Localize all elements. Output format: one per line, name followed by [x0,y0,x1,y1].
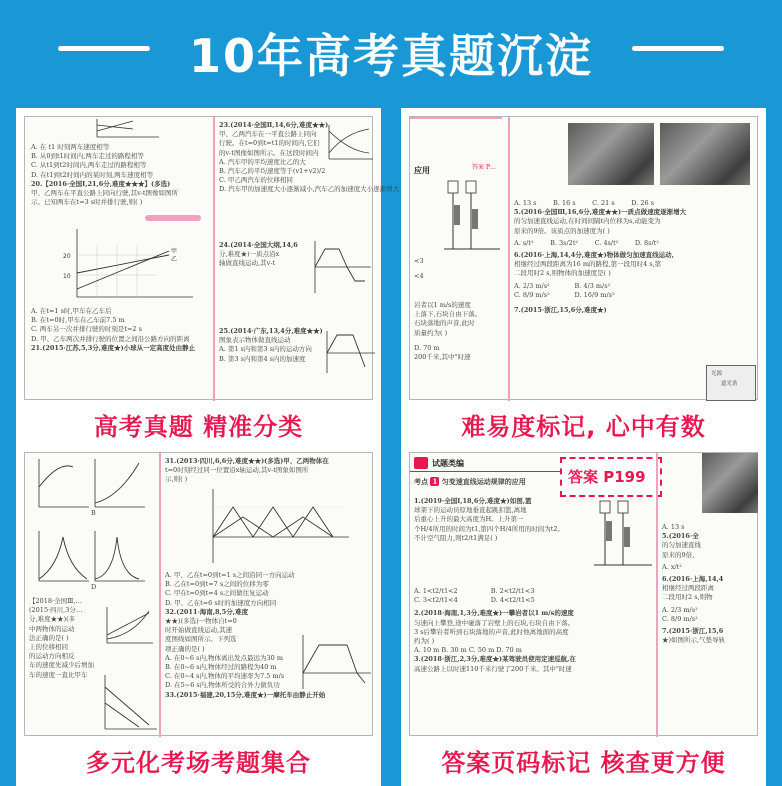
panel-2-page [409,116,758,400]
text-line: C. 两车另一次并排行驶的时刻是t=2 s [31,325,142,334]
text-line: 度图线如图所示。下列选 [165,635,237,644]
text-line: 示。已知两车在t=3 s时并排行驶,则( ) [31,198,143,207]
text-line: 约为( ) [414,637,435,646]
text-line: 上落下,石块自由下落。 [414,310,482,319]
panel-3-graph-trapezoid [295,633,373,691]
text-line: 32.(2011·海南,8,5分,难度 [165,607,249,616]
text-line: 1.(2019·全国Ⅰ,18,6分,难度★)如图,篮 [414,497,532,505]
panel-2-answer-tag: 答案 P… [472,164,496,171]
panel-3-label-d: D [91,583,97,591]
panel-1-graph-top [93,117,163,139]
panel-1-marker [145,215,201,221]
option: D. 4<t2/t1<5 [490,596,535,605]
panel-2-photo [568,123,654,185]
options-row [514,199,754,208]
option: A. s/t² [514,238,534,247]
text-line: 6.(2016·上海,14,4分,难度★)物体做匀加速直线运动, [514,251,674,260]
panel-3-graphs-left [29,457,149,597]
options-row [514,282,754,291]
text-line: 匀速向上攀登,途中碰落了岩壁上的石块,石块自由下落。 [414,618,575,627]
text-line: 6.(2016·上海,14,4 [662,575,724,584]
panel-4-kaodian [414,477,526,486]
option: D. 8s/t² [634,238,659,247]
panel-2 [401,108,766,450]
text-line: A. 汽车甲的平均速度比乙的大 [219,157,306,166]
text-line: 原来的9倍。该质点的加速度为( ) [514,226,610,235]
text-line: B. 从0到t1时间内,两车走过的路程相等 [31,152,144,161]
panel-2-caption: 难易度标记, 心中有数 [461,413,706,441]
text-line: 车的速度先减少后增加 [29,661,94,670]
panel-2-left-text [414,301,506,362]
text-line: t=0时刻经过同一位置沿x轴运动,其v-t图象如图所 [165,466,309,475]
apparatus-label: 光源 [711,371,723,377]
text-line: 5.(2016·全 [662,532,699,541]
text-line: 20.【2016·全国Ⅰ,21,6分,难度★★★】(多选) [31,179,171,188]
svg-text:甲: 甲 [171,248,178,255]
panel-1 [16,108,400,450]
text-line: 分,难度★★)(多 [29,615,76,624]
panel-3-graph-small-2 [99,673,159,733]
options-row [514,239,754,248]
panel-4-right-text [662,523,758,645]
panel-3-caption: 多元化考场考题集合 [86,749,311,777]
panel-2-photo-2 [660,123,750,185]
panel-2-climber-figure [444,179,500,253]
option: C. 21 s [592,199,615,207]
text-line: 分,难度★)一质点沿x [219,250,280,259]
panel-2-left-frag [414,257,506,281]
text-line: 项正确的是( ) [165,644,205,653]
panel-3-text-top [165,457,365,485]
text-line: 【2018·全国Ⅲ,… [29,597,82,605]
panel-4-climber-figure [594,499,652,569]
text-line: (2015·四川,3分… [29,606,83,615]
options-row [414,587,654,596]
text-line: 后重心上升的最大高度为H。上升第一 [414,515,524,524]
text-line: 时开始做直线运动,其速 [165,626,233,635]
text-line: 车的速度一直比甲车 [29,670,88,679]
text-line: 25.(2014·广东,13,4分,难度★★) [219,327,323,335]
text-line: 原来的9倍, [662,550,695,559]
text-line: <4 [414,272,424,281]
text-line: 200千米,其中"时速 [414,353,471,362]
text-line: 23.(2014·全国Ⅱ,14,6分,难度★★) [219,121,329,129]
text-line: A. 在0~6 s内,物体离出发点最远为30 m [165,653,284,662]
options-row [514,291,754,300]
text-line: D. 70 m [414,343,440,352]
panel-2-section: 应用 [414,166,430,175]
panel-1-text-b [31,307,206,353]
panel-3 [16,444,381,786]
panel-2-top-rule [410,117,502,119]
text-line: C. 甲乙两汽车的位移相同 [219,176,293,185]
panel-1-page [24,116,400,400]
text-line: 2.(2018·海南,1,3分,难度★)一攀岩者以1 m/s的速度 [414,609,574,618]
text-line: B. 在0~6 s内,物体经过的路程为40 m [165,663,277,672]
text-line: <3 [414,257,424,265]
option: A. 13 s [514,199,537,207]
text-line: 中两物体的运动 [29,624,75,633]
text-line: D. 在5~6 s内,物体所受的合外力做负功 [165,681,280,690]
text-line: 二段用时2 s,则物 [662,593,713,602]
panel-1-graph-vt2 [321,327,377,377]
option: D. 16/9 m/s² [574,290,615,299]
title-dash-left [58,46,150,51]
text-line: 不计空气阻力,则t2/t1满足( ) [414,533,498,542]
text-line: 二段用时2 s,则物体的加速度是( ) [514,269,611,278]
option: C. 3<t2/t1<4 [414,596,458,605]
text-line: B. 汽车乙的平均速度等于(v1+v2)/2 [219,167,326,176]
panel-4-caption: 答案页码标记 核查更方便 [441,749,726,777]
text-line: 球架下的运动员原地垂直起跳扣篮,离地 [414,506,527,515]
panel-1-text-a [31,143,211,207]
title-bar [0,0,782,100]
answer-page-box: 答案 P199 [560,457,662,497]
kaodian-label: 考点 [414,477,428,486]
option: C. 8/9 m/s² [514,290,550,299]
panel-1-text-d [219,241,309,269]
panel-2-apparatus [706,365,756,401]
text-line: 上的位移相同 [29,643,68,652]
panel-3-graph-vt [203,487,353,567]
option: A. 2/3 m/s² [514,281,550,290]
text-line: 7.(2015·浙江,15,6分,难度★) [514,306,607,315]
text-line: 7.(2015·浙江,15,6 [662,627,724,636]
option: B. 4/3 m/s² [574,281,611,290]
panel-3-label-b: B [91,509,96,517]
text-line: D. 甲、乙车两次并排行驶的位置之间沿公路方向的距离 [31,334,190,343]
svg-text:20: 20 [63,253,71,260]
option: C. 4s/t² [594,238,619,247]
text-line: D. 甲、乙在t=6 s时的加速度方向相同 [165,598,277,607]
text-line: 甲、乙两车在平直公路上同向行驶,其v-t图像如图所 [31,189,179,198]
text-line: 石块落地的声音,此时 [414,319,475,328]
text-line: 高速公路上以时速110千米行驶了200千米。其中"时速 [414,664,572,673]
text-line: 21.(2015·江苏,5,3分,难度★)小球从一定高度处由静止 [31,343,196,352]
panel-1-column-rule [213,117,215,401]
text-line: 甲、乙两汽车在一平直公路上同向 [219,130,317,139]
text-line: A. 在t=1 s时,甲车在乙车后 [31,307,112,315]
panel-1-graph-right [325,123,375,163]
text-line: ★★)(多选)一物体自t=0 [165,617,237,626]
panel-4-header-label: 试题类编 [432,459,464,468]
text-line: B. 第3 s内和第4 s内的加速度 [219,354,306,363]
document-icon [414,457,428,469]
panel-4-text-2 [414,587,654,674]
text-line: B. 乙在t=0到t=7 s之间的位移为零 [165,580,269,589]
text-line: 31.(2013·四川,6,6分,难度★★)(多选)甲、乙两物体在 [165,457,329,465]
page-title: 10年高考真题沉淀 [188,29,593,83]
panel-1-caption: 高考真题 精准分类 [93,413,304,441]
panel-4-column-rule [656,453,658,737]
option: B. 3s/2t² [550,238,579,247]
text-line: 5.(2016·全国Ⅲ,16,6分,难度★★)一质点做速度逐渐增大 [514,208,687,217]
text-line: D. 在t1到t2时间内的某时刻,两车速度相等 [31,170,154,179]
text-line: C. 甲在t=0到t=4 s之间做往复运动 [165,589,269,598]
option: A. 2/3 m/s² [662,605,698,614]
text-line: A. 第1 s内和第3 s内的运动方向 [219,345,312,354]
panel-4-photo [702,453,758,513]
option: D. 26 s [631,199,655,207]
text-line: A. 甲、乙在t=0到t=1 s之间沿同一方向运动 [165,571,295,579]
text-line: C. 在0~4 s内,物体的平均速率为7.5 m/s [165,672,285,681]
text-line: B. 在t=0时,甲车在乙车前7.5 m [31,316,125,325]
text-line: 行驶。在t=0到t=t1的时间内,它们 [219,139,320,148]
svg-text:乙: 乙 [171,256,178,263]
text-line: C. 从t1到t2时间内,两车走过的路程相等 [31,161,147,170]
option: C. 8/9 m/s² [662,614,698,623]
text-line: 33.(2015·福建,20,15分,难度★)一摩托车由静止开始 [165,690,326,699]
text-line: 质量约为( ) [414,328,448,337]
panel-3-page [24,452,373,736]
text-line: 3.(2018·浙江,2,3分,难度★)某驾驶员使用定速巡航,在 [414,655,576,664]
panel-1-graph-vt [309,237,373,297]
text-line: 个H/4所用的时间为t1,第四个H/4所用的时间为t2。 [414,524,565,533]
option: A. x/t² [662,562,682,571]
panel-1-graph-main [57,225,197,305]
text-line: 岩者以1 m/s的速度 [414,301,471,309]
text-line: D. 汽车甲的加速度大小逐渐减小,汽车乙的加速度大小逐渐增大 [219,185,400,194]
text-line: 的v-t图像如图所示。在这段时间内 [219,148,319,157]
panel-1-text-e [219,327,323,364]
text-line: A. 13 s [662,523,685,531]
panel-3-column-rule [159,453,161,737]
panel-4-text [414,497,590,543]
panel-3-graph-small [103,605,155,645]
text-line: 轴做直线运动,其v-t [219,259,276,268]
text-line: 的运动方向相反 [29,652,75,661]
panel-2-column-rule [508,117,510,401]
text-line: ★)如图所示,气垫导轨 [662,636,726,645]
title-dash-right [632,46,724,51]
text-line: 的匀加速直线 [662,541,701,550]
option: B. 16 s [553,199,576,207]
text-line: 24.(2014·全国大纲,14,6 [219,241,298,249]
text-line: 图象表示物体做直线运动 [219,336,291,345]
text-line: 相继经过两段距离 [662,584,714,593]
text-line: 示,则( ) [165,475,188,484]
kaodian-number: 1 [432,477,438,486]
panel-3-left-text [29,597,99,680]
panel-4-page [409,452,758,736]
kaodian-title: 匀变速直线运动规律的应用 [441,477,526,486]
option: A. 1<t2/t1<2 [414,587,458,595]
panel-4 [401,444,766,786]
text-line: 的匀加速直线运动,在时间间隔t内位移为s,动能变为 [514,217,661,226]
apparatus-label: 遮光条 [721,381,738,387]
svg-text:10: 10 [63,273,71,280]
text-line: A. 在 t1 时刻两车速度相等 [31,143,110,151]
text-line: A. 10 m B. 30 m C. 50 m D. 70 m [414,646,522,655]
options-row [414,596,654,605]
panel-2-text-main [514,199,754,315]
text-line: 3 s后攀岩者听到石块落地的声音,此时他离地面的高度 [414,627,569,636]
text-line: 相继经过两段距离为16 m的路程,第一段用时4 s,第 [514,260,662,269]
text-line: 法正确的是( ) [29,633,69,642]
option: B. 2<t2/t1<3 [490,587,535,595]
